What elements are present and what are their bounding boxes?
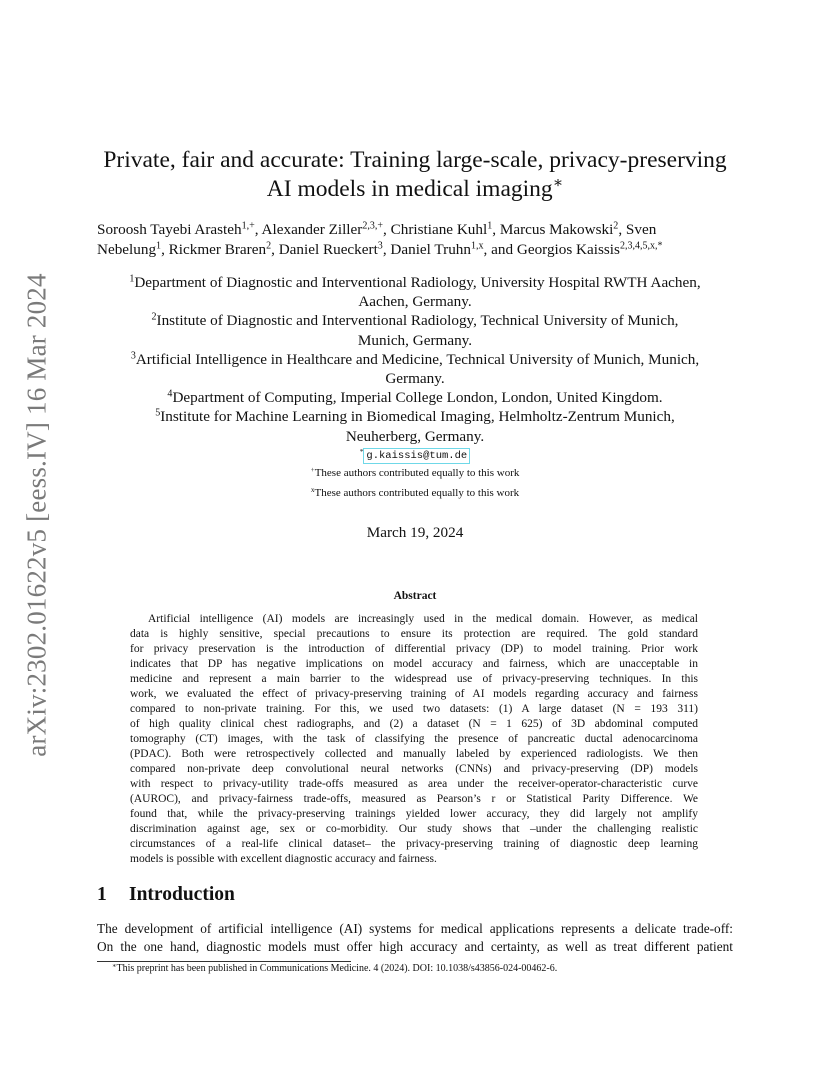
affiliation-4: $^4$Department of Computing, Imperial College London, London, United Kingdom. [167,388,663,407]
author-affiliation-marks: 2 [613,220,619,232]
author-affiliation-marks: 2,3,+ [362,220,384,232]
author-affiliation-marks: 2,3,4,5,x,* [619,240,663,252]
author-name: Sven [625,221,657,238]
equal-contribution-x: $^x$These authors contributed equally to this work [310,485,520,499]
arxiv-identifier: arXiv:2302.01622v5 [eess.IV] 16 Mar 2024 [21,273,52,757]
abstract-line: compared to non-private training. For this, we used two datasets: (1) A large dataset (N = 193 311) [130,703,698,715]
author-affiliation-marks: 1 [487,220,493,232]
affiliations [80,273,750,503]
abstract-line: with respect to privacy-utility trade-offs measured as area under the receiver-operator-characteristic curve [130,778,698,790]
author-separator: , [383,221,391,238]
abstract-line: compared non-private deep convolutional neural networks (CNNs) and privacy-preserving (DP) models [130,763,698,775]
affiliation-3: $^3$Artificial Intelligence in Healthcare and Medicine, Technical University of Munich, Munich, [130,350,700,368]
author-name: Georgios Kaissis [516,241,620,258]
affiliation-5-cont: Neuherberg, Germany. [345,427,485,445]
author-name: Christiane Kuhl [390,221,488,238]
abstract-line: (PDAC). Both were retrospectively collected and manually labeled by experienced radiologists. We then [130,748,698,760]
arxiv-identifier-margin [21,273,52,757]
author-affiliation-marks: 3 [377,240,383,252]
abstract-line: models is possible with excellent diagnostic accuracy and fairness. [130,853,437,865]
abstract-line: circumstances of a real-life clinical dataset– the privacy-preserving training of diagnostic deep learning [130,838,698,850]
abstract-line: indicates that DP has negative implications on model accuracy and fairness, which are unacceptable in [130,658,698,670]
author-separator: , [618,221,626,238]
contact-email-link[interactable]: g.kaissis@tum.de [363,448,470,464]
author-separator: , [161,241,169,258]
title-footnote-marker: ∗ [552,174,564,192]
author-separator: , [382,241,391,258]
paper-title [80,146,750,204]
author-name: Alexander Ziller [261,221,363,238]
abstract-line: (AUROC), and privacy-fairness trade-offs, measured as Pearson’s r or Statistical Parity Difference. We [130,793,698,805]
footnote-text: This preprint has been published in Communications Medicine. 4 (2024). DOI: 10.1038/s43856-024-00462-6. [116,963,558,974]
abstract-line: work, we evaluated the effect of privacy-preserving training of AI models regarding accuracy and fairness [130,688,698,700]
author-name: Daniel Truhn [390,241,471,258]
contact-marker: * [359,447,364,456]
abstract-line: Artificial intelligence (AI) models are increasingly used in the medical domain. However, as medical [148,613,698,625]
introduction-line: On the one hand, diagnostic models must offer high accuracy and certainty, as well as treat different patient [97,939,733,954]
equal-contribution-plus: +These authors contributed equally to this work [310,465,520,479]
abstract-line: discrimination against age, sex or co-morbidity. Our study shows that –under the challenging realistic [130,823,698,835]
author-name: Daniel Rueckert [278,241,378,258]
section-title: Introduction [129,884,235,905]
abstract-body [130,612,698,867]
footnote-rule [97,961,351,962]
section-heading [97,884,235,906]
affiliation-1: $^1$Department of Diagnostic and Interventional Radiology, University Hospital RWTH Aachen, [129,273,701,291]
title-line-1: Private, fair and accurate: Training large-scale, privacy-preserving [103,147,727,173]
abstract-line: data is highly sensitive, special precautions to ensure its protection are required. The gold standard [130,628,698,640]
author-list [97,220,733,260]
abstract-line: tomography (CT) images, with the task of classifying the presence of pancreatic ductal adenocarcinoma [130,733,698,745]
abstract-line: found that, while the privacy-preserving trainings yielded lower accuracy, they did largely not amplify [130,808,698,820]
affiliation-3-cont: Germany. [385,370,445,388]
author-row-2 [97,240,733,260]
paper-date: March 19, 2024 [366,524,464,541]
affiliation-2: $^2$Institute of Diagnostic and Interventional Radiology, Technical University of Munich, [151,311,679,330]
author-name: Marcus Makowski [499,221,614,238]
contact-email-row [80,449,750,463]
introduction-text [97,920,733,956]
section-number: 1 [97,884,107,905]
footnote [112,963,557,974]
affiliation-1-cont: Aachen, Germany. [358,293,472,311]
author-separator: , [254,221,262,238]
author-name: Soroosh Tayebi Arasteh [97,221,242,238]
author-affiliation-marks: 1,+ [241,220,255,232]
author-separator: , [271,241,279,258]
introduction-line: The development of artificial intelligence (AI) systems for medical applications represents a delicate trade-off: [97,921,733,936]
title-line-2-text: AI models in medical imaging [266,176,553,202]
abstract-line: of high quality clinical chest radiographs, and (2) a dataset (N = 1 625) of 3D abdominal computed [130,718,698,730]
affiliation-5: $^5$Institute for Machine Learning in Biomedical Imaging, Helmholtz-Zentrum Munich, [155,407,675,426]
author-name: Nebelung [97,241,157,258]
affiliation-2-cont: Munich, Germany. [357,331,473,349]
footnote-marker: ∗ [112,962,117,970]
author-separator: , [492,221,500,238]
author-affiliation-marks: 2 [266,240,272,252]
abstract-line: for privacy preservation is the introduction of differential privacy (DP) to model training. Prior work [130,643,698,655]
title-line-2 [80,175,750,204]
author-separator: , and [483,241,517,258]
author-affiliation-marks: 1,x [471,240,484,252]
author-affiliation-marks: 1 [156,240,162,252]
abstract-line: medicine and represent a main barrier to the widespread use of privacy-preserving techniques. In this [130,673,698,685]
abstract-heading: Abstract [393,590,437,602]
author-row-1 [97,220,733,240]
author-name: Rickmer Braren [168,241,267,258]
